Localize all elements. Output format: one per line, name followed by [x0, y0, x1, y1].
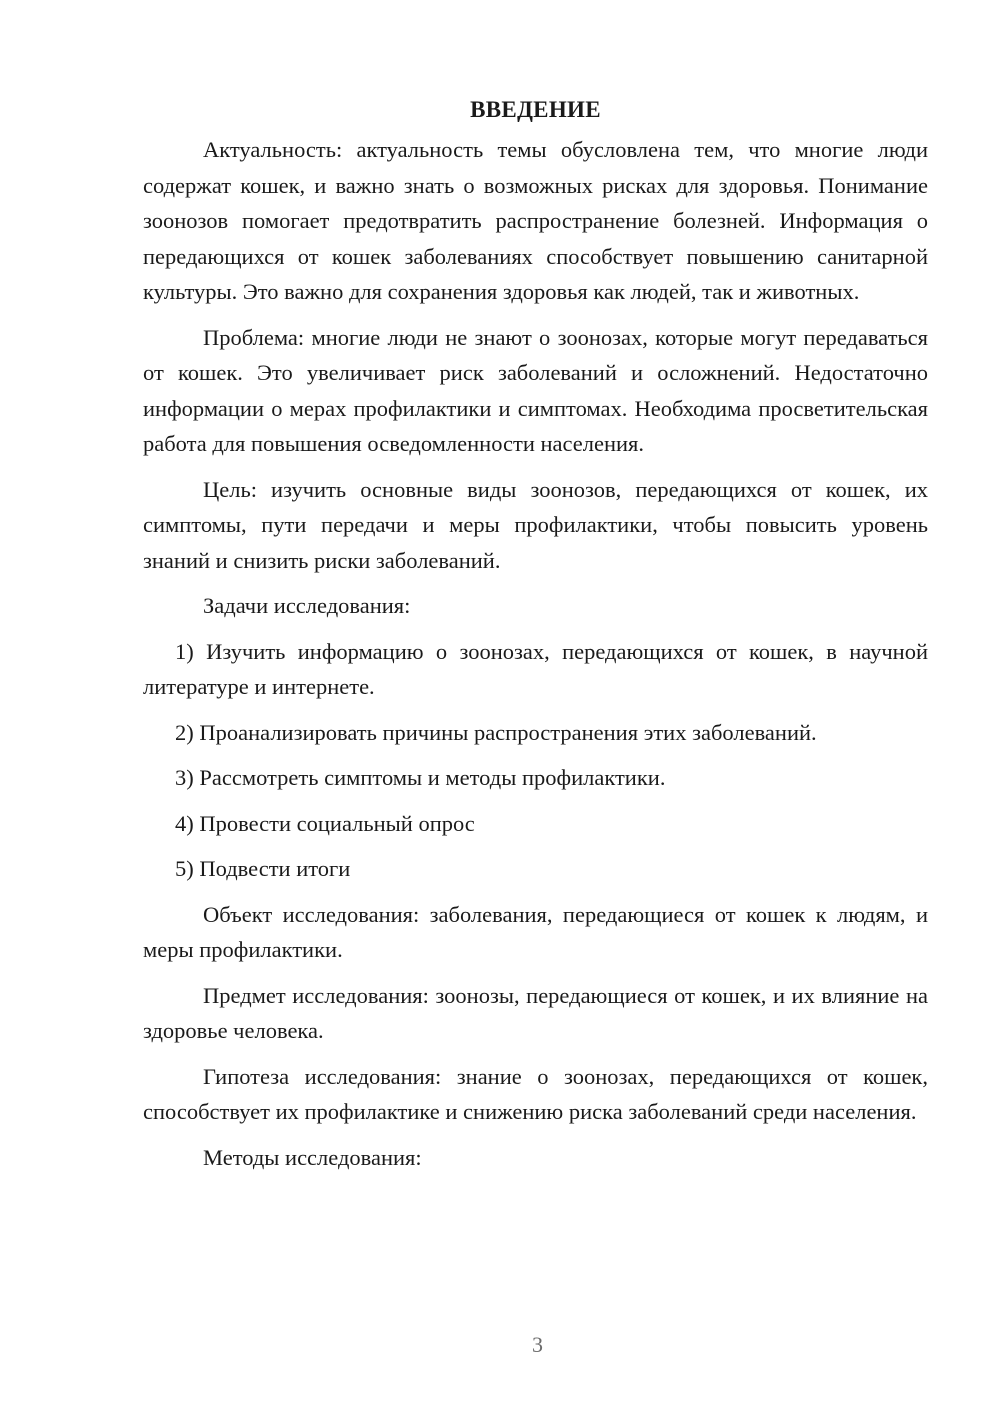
section-title: ВВЕДЕНИЕ [470, 97, 601, 122]
task-item-2: 2) Проанализировать причины распространения этих заболеваний. [175, 719, 817, 745]
paragraph-hypothesis: Гипотеза исследования: знание о зоонозах, передающихся от кошек, способствует их профилактике и снижению риска заболеваний среди населения. [143, 1063, 928, 1124]
paragraph-goal: Цель: изучить основные виды зоонозов, передающихся от кошек, их симптомы, пути передачи и меры профилактики, чтобы повысить уровень знаний и снизить риски заболеваний. [143, 476, 928, 573]
page-content [143, 92, 928, 1175]
page-number: 3 [532, 1332, 543, 1357]
task-item-4: 4) Провести социальный опрос [175, 810, 475, 836]
paragraph-object: Объект исследования: заболевания, передающиеся от кошек к людям, и меры профилактики. [143, 901, 928, 962]
task-item-3: 3) Рассмотреть симптомы и методы профилактики. [175, 765, 666, 790]
paragraph-subject: Предмет исследования: зоонозы, передающиеся от кошек, и их влияние на здоровье человека. [143, 982, 928, 1043]
paragraph-methods: Методы исследования: [203, 1144, 422, 1170]
task-item-1: 1) Изучить информацию о зоонозах, передающихся от кошек, в научной литературе и интернете. [143, 638, 928, 699]
task-item-5: 5) Подвести итоги [175, 856, 351, 881]
paragraph-relevance: Актуальность: актуальность темы обусловлена тем, что многие люди содержат кошек, и важно знать о возможных рисках для здоровья. Понимание зоонозов помогает предотвратить распространение болезней. Информация о передающихся от кошек заболеваниях способствует повышению санитарной культуры. Это важно для сохранения здоровья как людей, так и животных. [143, 137, 928, 304]
paragraph-tasks-heading: Задачи исследования: [203, 593, 411, 618]
paragraph-problem: Проблема: многие люди не знают о зоонозах, которые могут передаваться от кошек. Это увеличивает риск заболеваний и осложнений. Недостаточно информации о мерах профилактики и симптомах. Необходима просветительская работа для повышения осведомленности населения. [143, 324, 928, 456]
